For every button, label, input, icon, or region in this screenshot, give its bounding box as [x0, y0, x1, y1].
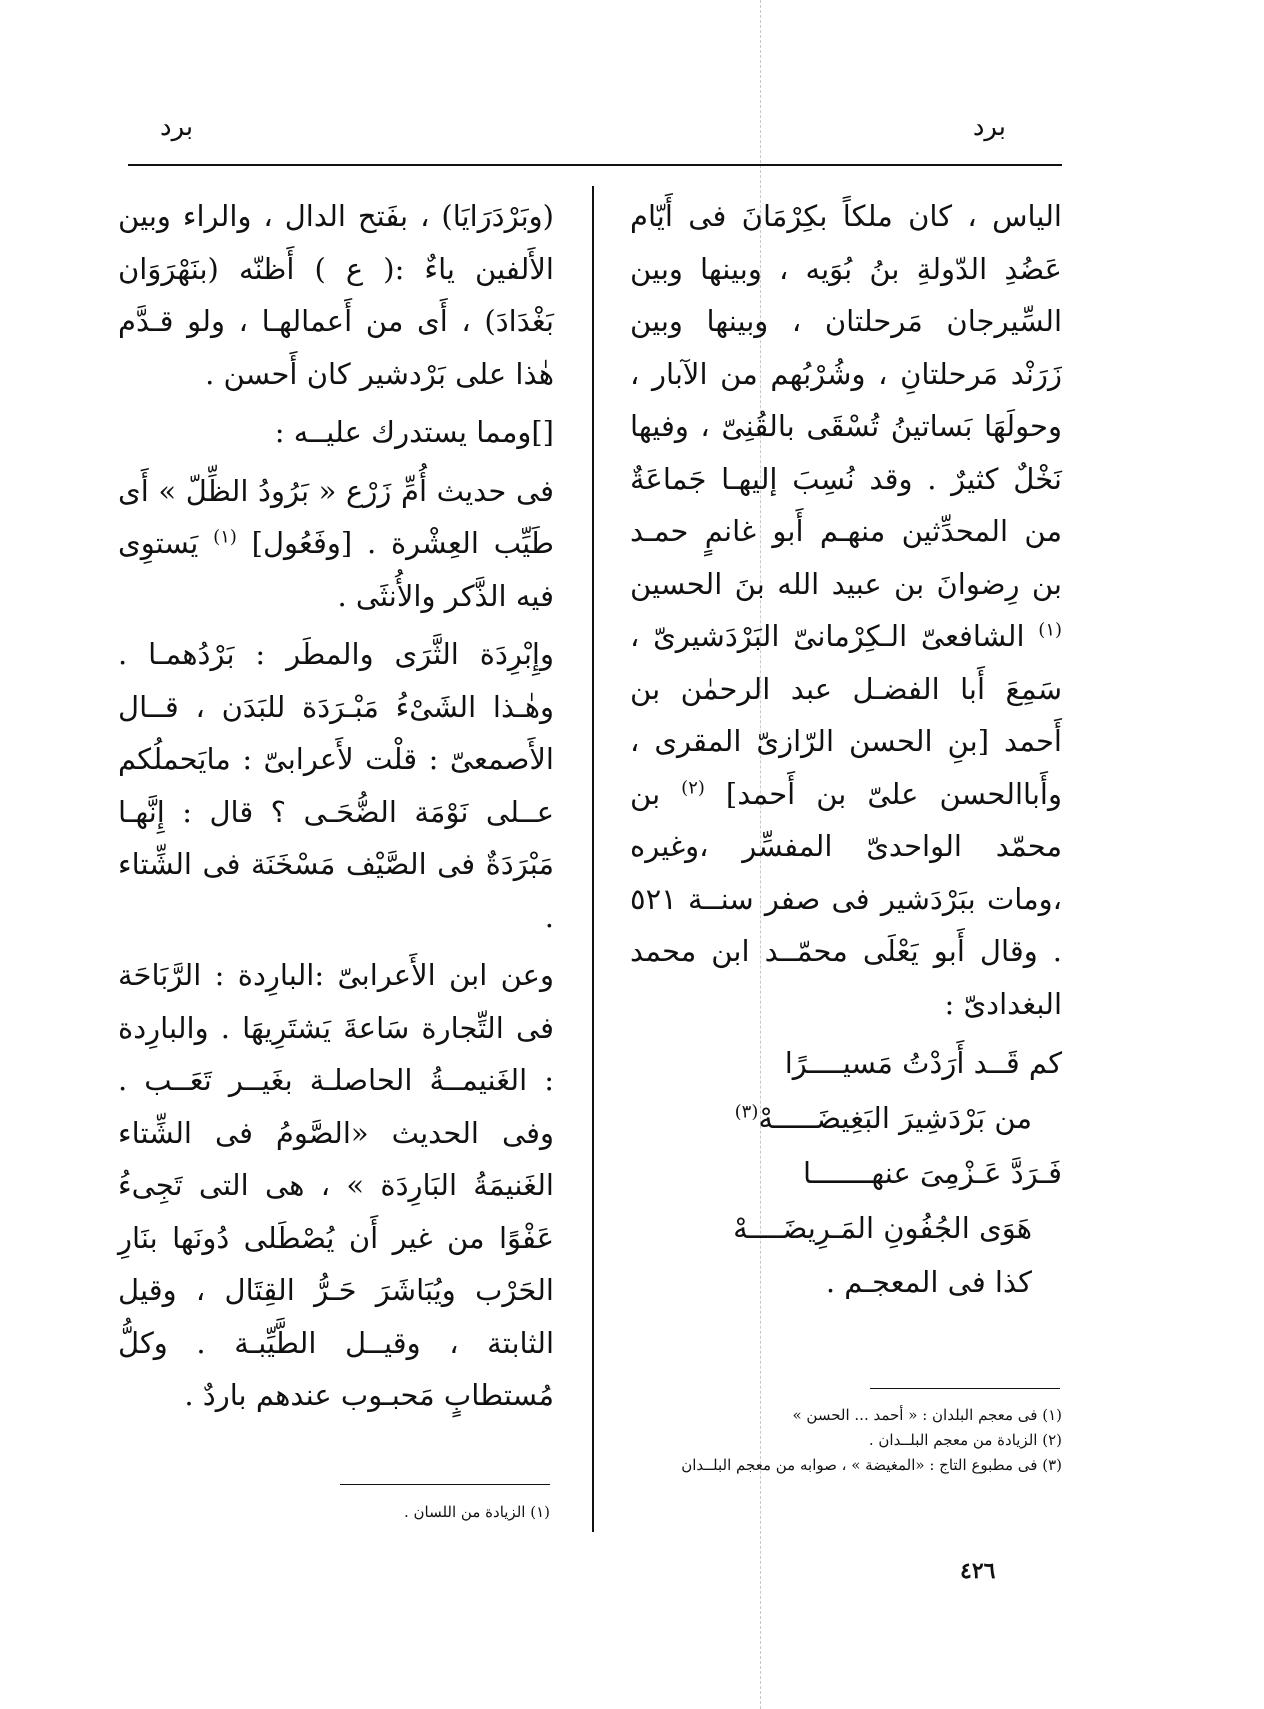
paragraph: [630, 190, 1062, 1030]
poem-verse: [630, 1036, 1062, 1256]
footnote: (٣) فى مطبوع التاج : «المغيضة » ، صوابه من معجم البلــدان: [681, 1456, 1062, 1474]
verse-line: كم قَــد أَرَدْتُ مَسيــــرًا: [784, 1046, 1062, 1080]
paragraph: وعن ابن الأَعرابىّ :البارِدة : الرَّبَاحَة فى التِّجارة سَاعةَ يَشتَرِيهَا . والبارِدة : الغَنيمــةُ الحاصلـة بغَيــر تَعَــب . وفى الحديث «الصَّومُ فى الشِّتاء الغَنيمَةُ البَارِدَة » ، هى التى تَجِىءُ عَفْوًا من غير أَن يُصْطَلى دُونَها بنَارِ الحَرْب ويُبَاشَرَ حَـرُّ القِتَال ، وقيل الثابتة ، وقيــل الطَّيِّبـة . وكلُّ مُستطابٍ مَحبـوب عندهم باردٌ .: [118, 958, 554, 1412]
footnote: (١) فى معجم البلدان : « أحمد ... الحسن »: [792, 1406, 1062, 1424]
verse-line-text: من بَرْدَشِيرَ البَغِيضَـــــهْ: [758, 1101, 1032, 1135]
running-head-left: برد: [160, 112, 194, 142]
footnote-marker: (١): [1038, 619, 1063, 641]
header-rule: [128, 164, 1062, 166]
paragraph-text: الشافعىّ الـكِرْمانىّ البَرْدَشيرىّ ، سَمِعَ أَبا الفضـل عبد الرحمٰن بن أَحمد [بنِ الحسن الرّازىّ المقرى ، وأَباالحسن علىّ بن أَحمد]: [630, 619, 1062, 811]
verse-line: هَوَى الجُفُونِ المَـرِيضَــــهْ: [733, 1211, 1032, 1245]
paragraph-text: فى حديث أُمِّ زَرْع « بَرُودُ الظِّلّ » أَى طَيِّب العِشْرة . [وفَعُول]: [118, 473, 555, 560]
column-divider: [592, 186, 594, 1532]
footnote-marker: (٢): [681, 776, 705, 798]
verse-line: [630, 1091, 1062, 1146]
running-head-right: برد: [972, 112, 1006, 142]
left-column: [118, 190, 554, 1428]
footnote-marker: (١): [213, 526, 237, 548]
paragraph-text: يَستوِى فيه الذَّكر والأُنثَى .: [118, 526, 554, 613]
section-heading: []ومما يستدرك عليــه :: [274, 415, 554, 449]
verse-line: فَـرَدَّ عَـزْمِىَ عنهـــــــا: [803, 1156, 1062, 1190]
closing-line: كذا فى المعجـم .: [825, 1265, 1032, 1299]
paragraph: وإِبْرِدَة الثَّرَى والمطَر : بَرْدُهمـا . وهٰـذا الشَىْءُ مَبْـرَدَة للبَدَن ، قــال الأَصمعىّ : قلْت لأَعرابىّ : مايَحملُكم عــلى نَوْمَة الضُّحَـى ؟ قال : إِنَّهـا مَبْرَدَةٌ فى الصَّيْف مَسْخَنَة فى الشِّتاء .: [118, 637, 554, 934]
footnote: (١) الزيادة من اللسان .: [403, 1503, 550, 1521]
right-column: [630, 190, 1062, 1315]
paragraph-text: الياس ، كان ملكاً بكِرْمَانَ فى أَيّام عَضُدِ الدّولةِ بنُ بُوَيه ، وبينها وبين السِّيرجان مَرحلتان ، وبينها وبين زَرَنْد مَرحلتانِ ، وشُرْبُهم من الآبار ، وحولَهَا بَساتينُ تُسْقَى بالقُنِىّ ، وفيها نَخْلٌ كثيرٌ . وقد نُسِبَ إليهـا جَماعَةٌ من المحدِّثين منهـم أَبو غانمٍ حمـد بن رِضوانَ بن عبيد الله بنَ الحسين: [630, 199, 1062, 601]
page-number: ٤٢٦: [960, 1558, 996, 1584]
footnotes-right: [630, 1403, 1062, 1478]
footnote-rule-right: [870, 1388, 1060, 1389]
paragraph: (وبَرْدَرَايَا) ، بفَتح الدال ، والراء وبين الأَلفين ياءٌ :( ع ) أَظنّه (بنَهْرَوَان بَغْدَادَ) ، أَى من أَعمالهـا ، ولو قـدَّم هٰذا على بَرْدشير كان أَحسن .: [118, 199, 554, 391]
footnote: (٢) الزيادة من معجم البلــدان .: [868, 1431, 1062, 1449]
paragraph-text: بن محمّد الواحدىّ المفسِّر ،وغيره ،ومات ببَرْدَشير فى صفر سنــة ٥٢١ . وقال أَبو يَعْلَى محمّــد ابن محمد البغدادىّ :: [630, 776, 1062, 1021]
footnote-marker: (٣): [734, 1101, 759, 1123]
paragraph: [118, 465, 554, 623]
footnotes-left: [300, 1500, 550, 1525]
footnote-rule-left: [340, 1484, 550, 1485]
